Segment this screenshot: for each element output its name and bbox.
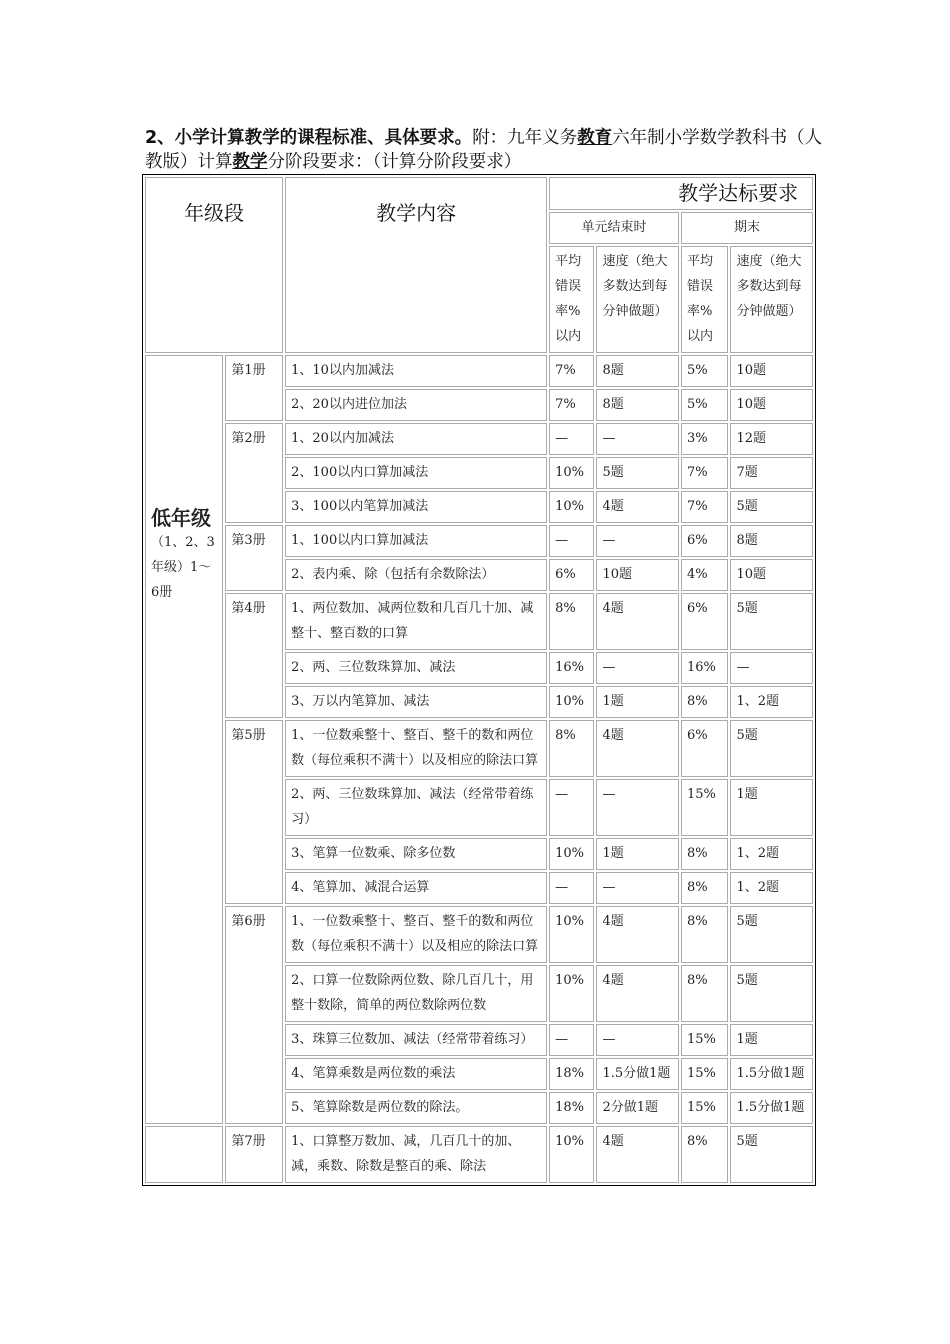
content-cell: 2、口算一位数除两位数、除几百几十，用整十数除，简单的两位数除两位数 — [285, 965, 547, 1022]
unit-avg-error-header: 平均错误率%以内 — [549, 246, 594, 353]
target-header: 教学达标要求 — [549, 177, 813, 210]
term-error-cell: 6% — [681, 720, 728, 777]
table-row — [145, 593, 813, 650]
content-cell: 3、100以内笔算加减法 — [285, 491, 547, 523]
term-speed-cell: 5题 — [730, 1126, 813, 1183]
content-cell: 2、两、三位数珠算加、减法 — [285, 652, 547, 684]
low-grade-subtitle: （1、2、3年级）1～6册 — [151, 535, 215, 600]
unit-error-cell: 18% — [549, 1058, 594, 1090]
unit-speed-cell: 1题 — [596, 838, 679, 870]
unit-speed-cell: 4题 — [596, 593, 679, 650]
heading-link-teaching[interactable]: 教学 — [232, 152, 268, 172]
term-speed-cell: 1.5分做1题 — [730, 1058, 813, 1090]
heading-bold: 2、小学计算教学的课程标准、具体要求。 — [145, 128, 473, 148]
content-cell: 4、笔算加、减混合运算 — [285, 872, 547, 904]
content-cell: 1、口算整万数加、减，几百几十的加、减，乘数、除数是整百的乘、除法 — [285, 1126, 547, 1183]
heading-text-3: 分阶段要求：（计算分阶段要求） — [267, 152, 522, 172]
unit-error-cell: — — [549, 1024, 594, 1056]
unit-error-cell: 7% — [549, 389, 594, 421]
unit-speed-cell: — — [596, 872, 679, 904]
unit-error-cell: 10% — [549, 491, 594, 523]
table-row — [145, 525, 813, 557]
unit-speed-cell: 4题 — [596, 965, 679, 1022]
term-error-cell: 8% — [681, 1126, 728, 1183]
volume-label: 第6册 — [225, 906, 283, 1124]
content-cell: 1、20以内加减法 — [285, 423, 547, 455]
unit-speed-cell: 5题 — [596, 457, 679, 489]
term-speed-header: 速度（绝大多数达到每分钟做题） — [730, 246, 813, 353]
low-grade-cell — [145, 355, 223, 1124]
unit-speed-cell: 4题 — [596, 491, 679, 523]
unit-speed-cell: 1题 — [596, 686, 679, 718]
section-heading — [145, 126, 825, 174]
term-error-cell: 8% — [681, 906, 728, 963]
term-speed-cell: 1题 — [730, 779, 813, 836]
unit-error-cell: 8% — [549, 720, 594, 777]
content-cell: 3、万以内笔算加、减法 — [285, 686, 547, 718]
heading-text-1: 附：九年义务 — [472, 128, 578, 148]
calculation-requirements-table — [142, 174, 816, 1186]
unit-speed-cell: — — [596, 779, 679, 836]
term-speed-cell: 5题 — [730, 593, 813, 650]
unit-error-cell: — — [549, 779, 594, 836]
low-grade-title: 低年级 — [151, 506, 211, 530]
unit-speed-cell: 4题 — [596, 720, 679, 777]
term-speed-cell: 1、2题 — [730, 872, 813, 904]
heading-link-education[interactable]: 教育 — [577, 128, 613, 148]
term-end-header: 期末 — [681, 212, 813, 244]
term-error-cell: 8% — [681, 686, 728, 718]
content-cell: 2、20以内进位加法 — [285, 389, 547, 421]
content-cell: 2、两、三位数珠算加、减法（经常带着练习） — [285, 779, 547, 836]
term-avg-error-header: 平均错误率%以内 — [681, 246, 728, 353]
unit-speed-cell: — — [596, 423, 679, 455]
content-cell: 1、一位数乘整十、整百、整千的数和两位数（每位乘积不满十）以及相应的除法口算 — [285, 906, 547, 963]
unit-speed-cell: 8题 — [596, 355, 679, 387]
volume-label: 第3册 — [225, 525, 283, 591]
table-row — [145, 423, 813, 455]
unit-error-cell: 18% — [549, 1092, 594, 1124]
volume-label: 第4册 — [225, 593, 283, 718]
content-cell: 1、100以内口算加减法 — [285, 525, 547, 557]
unit-error-cell: 7% — [549, 355, 594, 387]
term-error-cell: 6% — [681, 525, 728, 557]
unit-end-header: 单元结束时 — [549, 212, 679, 244]
volume-label: 第2册 — [225, 423, 283, 523]
unit-speed-header: 速度（绝大多数达到每分钟做题） — [596, 246, 679, 353]
table-row — [145, 1126, 813, 1183]
term-speed-cell: 10题 — [730, 559, 813, 591]
content-cell: 2、表内乘、除（包括有余数除法） — [285, 559, 547, 591]
term-error-cell: 15% — [681, 1058, 728, 1090]
term-error-cell: 7% — [681, 457, 728, 489]
unit-error-cell: — — [549, 872, 594, 904]
content-cell: 5、笔算除数是两位数的除法。 — [285, 1092, 547, 1124]
term-error-cell: 5% — [681, 355, 728, 387]
term-error-cell: 15% — [681, 779, 728, 836]
content-header: 教学内容 — [285, 177, 547, 353]
term-error-cell: 6% — [681, 593, 728, 650]
term-speed-cell: 7题 — [730, 457, 813, 489]
content-cell: 1、两位数加、减两位数和几百几十加、减整十、整百数的口算 — [285, 593, 547, 650]
term-error-cell: 15% — [681, 1024, 728, 1056]
content-cell: 3、笔算一位数乘、除多位数 — [285, 838, 547, 870]
unit-error-cell: — — [549, 525, 594, 557]
unit-error-cell: 10% — [549, 838, 594, 870]
unit-speed-cell: 1.5分做1题 — [596, 1058, 679, 1090]
term-speed-cell: — — [730, 652, 813, 684]
content-cell: 4、笔算乘数是两位数的乘法 — [285, 1058, 547, 1090]
term-error-cell: 16% — [681, 652, 728, 684]
unit-speed-cell: 4题 — [596, 906, 679, 963]
unit-speed-cell: 2分做1题 — [596, 1092, 679, 1124]
content-cell: 3、珠算三位数加、减法（经常带着练习） — [285, 1024, 547, 1056]
term-error-cell: 5% — [681, 389, 728, 421]
term-speed-cell: 8题 — [730, 525, 813, 557]
term-speed-cell: 1.5分做1题 — [730, 1092, 813, 1124]
volume-label: 第7册 — [225, 1126, 283, 1183]
unit-speed-cell: 4题 — [596, 1126, 679, 1183]
term-speed-cell: 1题 — [730, 1024, 813, 1056]
unit-error-cell: 6% — [549, 559, 594, 591]
term-error-cell: 4% — [681, 559, 728, 591]
table-row — [145, 355, 813, 387]
unit-error-cell: 8% — [549, 593, 594, 650]
term-speed-cell: 5题 — [730, 491, 813, 523]
unit-error-cell: 16% — [549, 652, 594, 684]
term-speed-cell: 1、2题 — [730, 838, 813, 870]
unit-error-cell: — — [549, 423, 594, 455]
table-row — [145, 906, 813, 963]
unit-error-cell: 10% — [549, 686, 594, 718]
heading-text-2: 六年制小学数学教科书（人教版）计算 — [145, 128, 823, 172]
term-error-cell: 15% — [681, 1092, 728, 1124]
term-speed-cell: 5题 — [730, 720, 813, 777]
grade-cell-empty — [145, 1126, 223, 1183]
term-error-cell: 8% — [681, 872, 728, 904]
unit-speed-cell: — — [596, 1024, 679, 1056]
term-speed-cell: 5题 — [730, 906, 813, 963]
grade-header: 年级段 — [145, 177, 283, 353]
content-cell: 1、10以内加减法 — [285, 355, 547, 387]
unit-error-cell: 10% — [549, 906, 594, 963]
unit-speed-cell: 10题 — [596, 559, 679, 591]
term-speed-cell: 12题 — [730, 423, 813, 455]
term-speed-cell: 5题 — [730, 965, 813, 1022]
term-error-cell: 7% — [681, 491, 728, 523]
content-cell: 2、100以内口算加减法 — [285, 457, 547, 489]
term-error-cell: 8% — [681, 965, 728, 1022]
unit-speed-cell: — — [596, 652, 679, 684]
unit-error-cell: 10% — [549, 457, 594, 489]
volume-label: 第1册 — [225, 355, 283, 421]
volume-label: 第5册 — [225, 720, 283, 904]
content-cell: 1、一位数乘整十、整百、整千的数和两位数（每位乘积不满十）以及相应的除法口算 — [285, 720, 547, 777]
unit-error-cell: 10% — [549, 965, 594, 1022]
unit-error-cell: 10% — [549, 1126, 594, 1183]
term-error-cell: 3% — [681, 423, 728, 455]
term-speed-cell: 10题 — [730, 355, 813, 387]
term-speed-cell: 10题 — [730, 389, 813, 421]
table-row — [145, 720, 813, 777]
unit-speed-cell: — — [596, 525, 679, 557]
unit-speed-cell: 8题 — [596, 389, 679, 421]
term-speed-cell: 1、2题 — [730, 686, 813, 718]
term-error-cell: 8% — [681, 838, 728, 870]
